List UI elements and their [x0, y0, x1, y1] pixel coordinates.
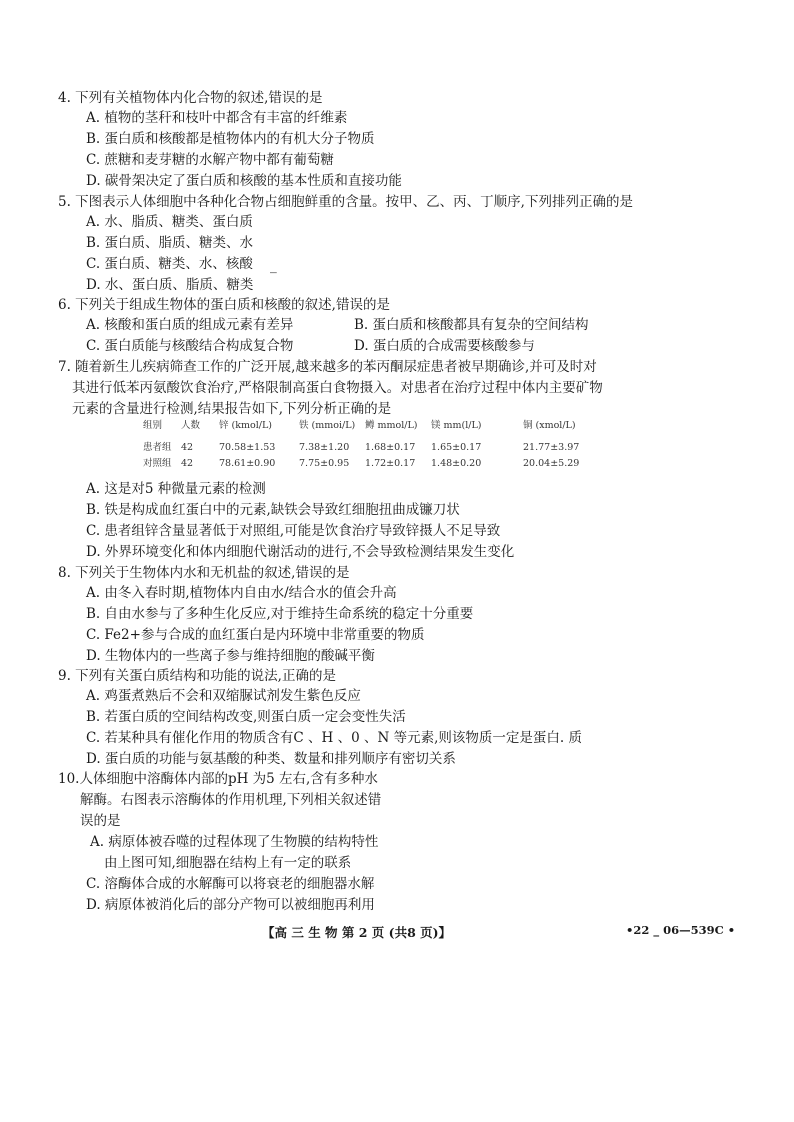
- question-7-option-a: A. 这是对5 种微量元素的检测: [86, 481, 266, 497]
- table-cell: 1.65±0.17: [431, 442, 482, 453]
- table-cell: 78.61±0.90: [219, 458, 276, 469]
- question-4-stem: 4. 下列有关植物体内化合物的叙述,错误的是: [58, 90, 323, 106]
- question-7-stem-cont-2: 元素的含量进行检测,结果报告如下,下列分析正确的是: [72, 401, 392, 417]
- table-row: [143, 440, 579, 456]
- table-header: 鳟 mmol/L): [365, 420, 418, 431]
- question-5-option-b: B. 蛋白质、脂质、糖类、水: [86, 235, 254, 251]
- question-6-option-d: D. 蛋白质的合成需要核酸参与: [354, 338, 535, 354]
- question-8-option-d: D. 生物体内的一些离子参与维持细胞的酸碱平衡: [86, 648, 375, 664]
- question-5-option-d: D. 水、蛋白质、脂质、糖类: [86, 277, 254, 293]
- question-4-option-b: B. 蛋白质和核酸都是植物体内的有机大分子物质: [86, 131, 375, 147]
- table-header-row: [143, 418, 579, 434]
- table-header: 人数: [181, 420, 201, 431]
- question-10-option-c: C. 溶酶体合成的水解酶可以将衰老的细胞器水解: [86, 876, 375, 892]
- question-10-option-a: A. 病原体被吞噬的过程体现了生物膜的结构特性: [90, 834, 379, 850]
- table-header: 镁 mm(l/L): [431, 420, 482, 431]
- question-8-option-b: B. 自由水参与了多种生化反应,对于维持生命系统的稳定十分重要: [86, 606, 474, 622]
- mineral-data-table: [143, 418, 579, 472]
- table-header: 铁 (mmoi/L): [299, 420, 356, 431]
- question-5-option-c: C. 蛋白质、糖类、水、核酸: [86, 256, 253, 272]
- stray-mark: _: [270, 258, 277, 274]
- question-6-option-a: A. 核酸和蛋白质的组成元素有差异: [86, 317, 294, 333]
- question-10-option-b: 由上图可知,细胞器在结构上有一定的联系: [104, 855, 352, 871]
- table-cell: 42: [181, 458, 194, 469]
- table-cell: 1.68±0.17: [365, 442, 416, 453]
- table-header: 组别: [143, 420, 163, 431]
- question-10-stem: 10.人体细胞中溶酶体内部的pH 为5 左右,含有多种水: [58, 771, 378, 787]
- question-9-option-c: C. 若某种具有催化作用的物质含有C 、H 、0 、N 等元素,则该物质一定是蛋白. 质: [86, 730, 582, 746]
- question-4-option-a: A. 植物的茎秆和枝叶中都含有丰富的纤维素: [86, 110, 348, 126]
- question-5-stem: 5. 下图表示人体细胞中各种化合物占细胞鲜重的含量。按甲、乙、丙、丁顺序,下列排列正确的是: [58, 194, 633, 210]
- question-8-stem: 8. 下列关于生物体内水和无机盐的叙述,错误的是: [58, 565, 350, 581]
- question-6-option-c: C. 蛋白质能与核酸结合构成复合物: [86, 338, 294, 354]
- table-cell: 患者组: [143, 442, 172, 453]
- question-8-option-a: A. 由冬入春时期,植物体内自由水/结合水的值会升高: [86, 585, 397, 601]
- table-header: 铜 (xmol/L): [523, 420, 576, 431]
- question-7-stem-cont-1: 其进行低苯丙氨酸饮食治疗,严格限制高蛋白食物摄入。对患者在治疗过程中体内主要矿物: [72, 380, 603, 396]
- table-cell: 20.04±5.29: [523, 458, 580, 469]
- question-4-option-d: D. 碳骨架决定了蛋白质和核酸的基本性质和直接功能: [86, 173, 402, 189]
- question-9-option-a: A. 鸡蛋煮熟后不会和双缩脲试剂发生紫色反应: [86, 688, 361, 704]
- table-cell: 70.58±1.53: [219, 442, 276, 453]
- question-7-option-b: B. 铁是构成血红蛋白中的元素,缺铁会导致红细胞扭曲成镰刀状: [86, 502, 460, 518]
- table-cell: 7.38±1.20: [299, 442, 350, 453]
- question-9-option-d: D. 蛋白质的功能与氨基酸的种类、数量和排列顺序有密切关系: [86, 751, 456, 767]
- table-header: 锌 (kmol/L): [219, 420, 272, 431]
- question-10-stem-cont-1: 解酶。右图表示溶酶体的作用机理,下列相关叙述错: [80, 792, 382, 808]
- question-7-stem: 7. 随着新生儿疾病筛查工作的广泛开展,越来越多的苯丙酮尿症患者被早期确诊,并可及时对: [58, 359, 597, 375]
- question-4-option-c: C. 蔗糖和麦芽糖的水解产物中都有葡萄糖: [86, 152, 334, 168]
- page-footer-label: 【高 三 生 物 第 2 页 (共8 页)】: [262, 925, 452, 940]
- question-9-option-b: B. 若蛋白质的空间结构改变,则蛋白质一定会变性失活: [86, 709, 406, 725]
- page-footer-code: •22 _ 06—539C •: [626, 923, 736, 937]
- table-cell: 对照组: [143, 458, 172, 469]
- question-8-option-c: C. Fe2+参与合成的血红蛋白是内环境中非常重要的物质: [86, 627, 425, 643]
- question-7-option-c: C. 患者组锌含量显著低于对照组,可能是饮食治疗导致锌摄人不足导致: [86, 523, 501, 539]
- question-5-option-a: A. 水、脂质、糖类、蛋白质: [86, 214, 253, 230]
- table-cell: 1.72±0.17: [365, 458, 416, 469]
- table-cell: 1.48±0.20: [431, 458, 482, 469]
- table-cell: 42: [181, 442, 194, 453]
- question-7-option-d: D. 外界环境变化和体内细胞代谢活动的进行,不会导致检测结果发生变化: [86, 544, 515, 560]
- table-cell: 7.75±0.95: [299, 458, 350, 469]
- question-10-stem-cont-2: 误的是: [80, 813, 121, 829]
- question-9-stem: 9. 下列有关蛋白质结构和功能的说法,正确的是: [58, 668, 336, 684]
- question-6-option-b: B. 蛋白质和核酸都具有复杂的空间结构: [354, 317, 589, 333]
- question-6-stem: 6. 下列关于组成生物体的蛋白质和核酸的叙述,错误的是: [58, 297, 390, 313]
- table-cell: 21.77±3.97: [523, 442, 580, 453]
- question-10-option-d: D. 病原体被消化后的部分产物可以被细胞再利用: [86, 897, 375, 913]
- table-row: [143, 456, 579, 472]
